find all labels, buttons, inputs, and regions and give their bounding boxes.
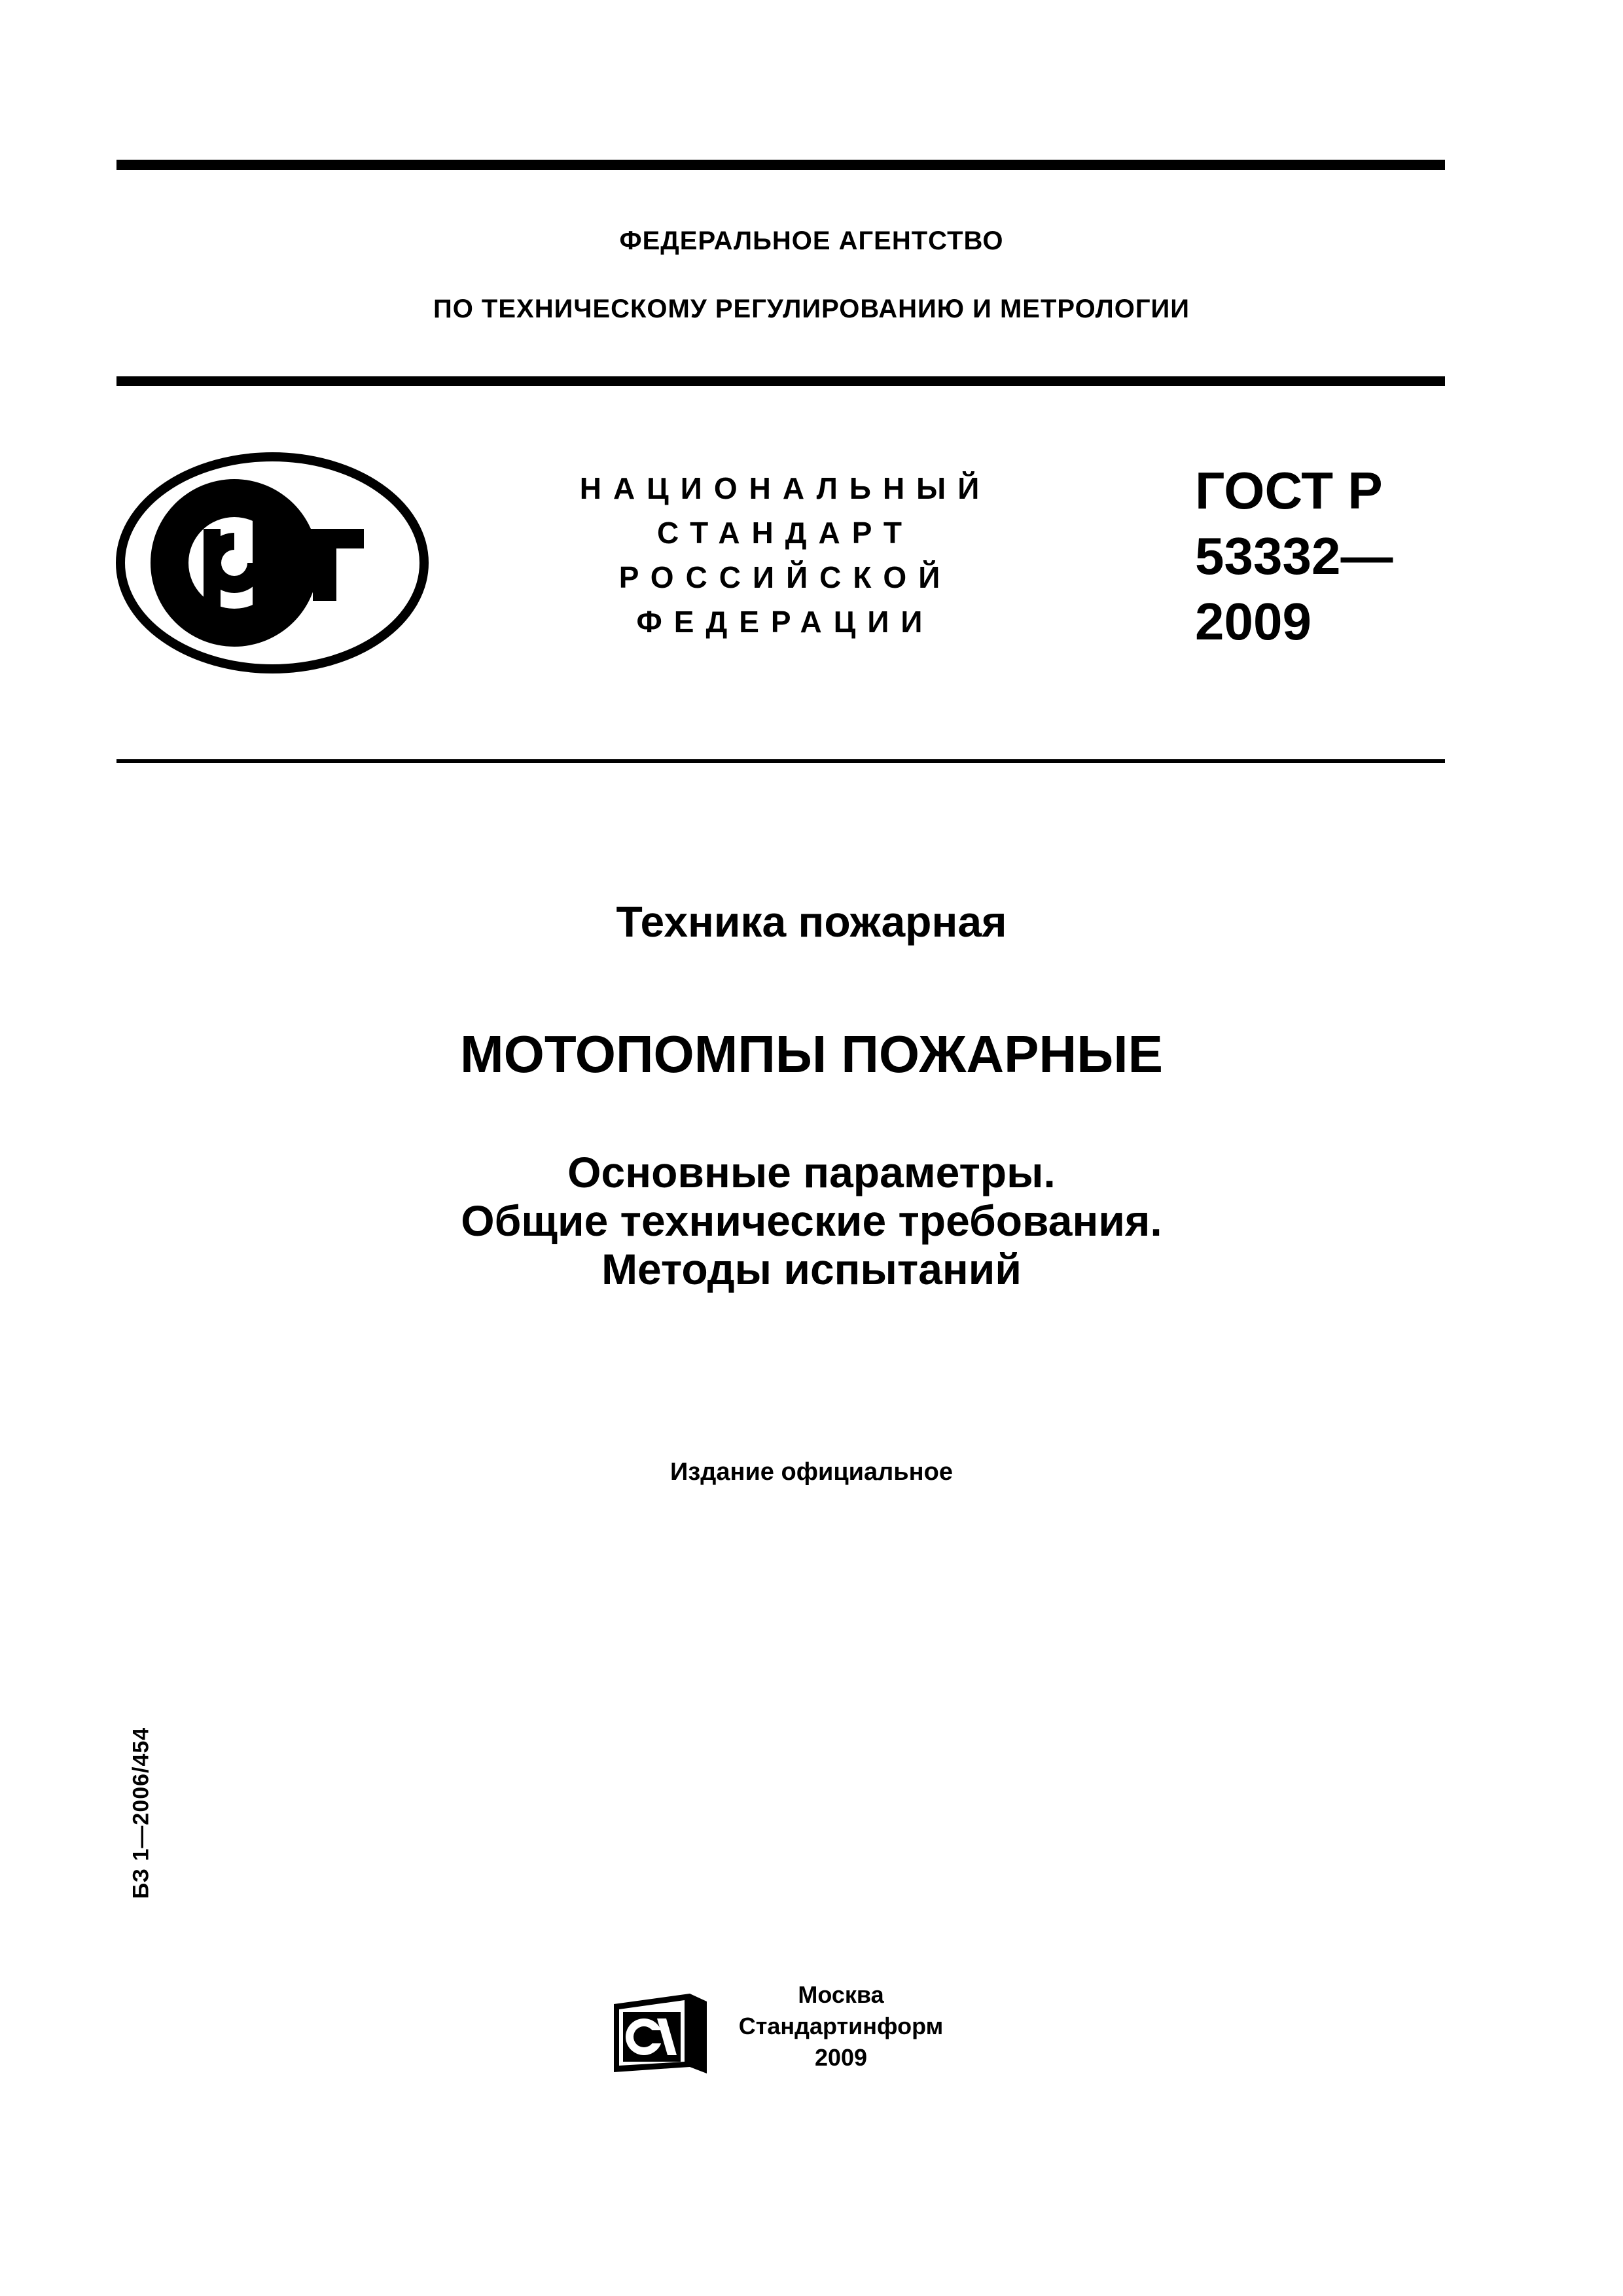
agency-line-2: ПО ТЕХНИЧЕСКОМУ РЕГУЛИРОВАНИЮ И МЕТРОЛОГИИ	[433, 295, 1190, 323]
gost-line: 2009	[1195, 592, 1311, 651]
national-line: НАЦИОНАЛЬНЫЙ	[579, 471, 991, 505]
publisher-name: Стандартинформ	[738, 2013, 944, 2039]
subtitle-line: Общие технические требования.	[461, 1196, 1162, 1245]
subtitle	[0, 1148, 1623, 1293]
subtitle-line: Основные параметры.	[567, 1148, 1056, 1196]
agency-line-1: ФЕДЕРАЛЬНОЕ АГЕНТСТВО	[619, 226, 1004, 255]
publisher-year: 2009	[814, 2044, 868, 2071]
national-standard-label	[563, 466, 1008, 644]
rst-certification-mark-icon	[115, 452, 429, 674]
edition-label: Издание официальное	[670, 1458, 953, 1486]
subtitle-line: Методы испытаний	[601, 1245, 1022, 1293]
national-line: СТАНДАРТ	[657, 516, 914, 550]
gost-line: 53332—	[1195, 527, 1393, 585]
side-code: БЗ 1—2006/454	[128, 1727, 154, 1899]
middle-rule	[116, 376, 1445, 386]
gost-line: ГОСТ Р	[1195, 461, 1383, 520]
publisher-city: Москва	[798, 1981, 884, 2008]
national-line: РОССИЙСКОЙ	[618, 560, 952, 594]
gost-designation	[1195, 458, 1431, 655]
national-line: ФЕДЕРАЦИИ	[636, 605, 935, 639]
lower-rule	[116, 759, 1445, 763]
category-title: Техника пожарная	[616, 897, 1007, 946]
top-rule	[116, 160, 1445, 170]
standartinform-logo-icon	[611, 1990, 709, 2075]
publisher-info	[730, 1979, 952, 2073]
main-title: МОТОПОМПЫ ПОЖАРНЫЕ	[460, 1025, 1163, 1083]
